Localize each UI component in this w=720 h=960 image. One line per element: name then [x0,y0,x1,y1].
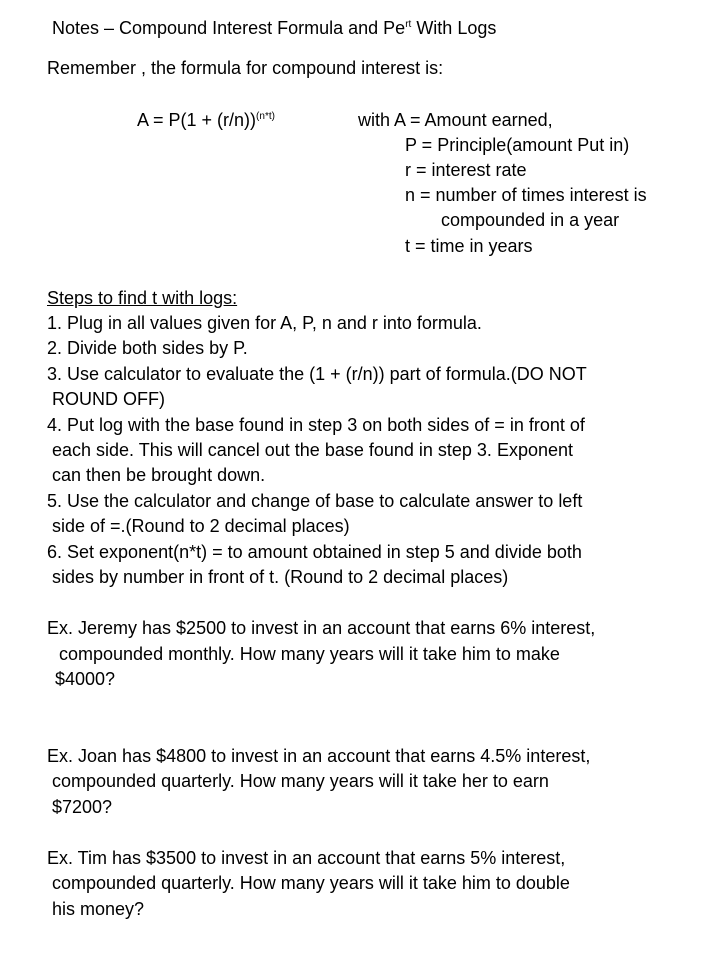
step-line: 4. Put log with the base found in step 3 on both sides of = in front of [47,415,585,435]
example-line: compounded quarterly. How many years will it take him to double [52,873,570,893]
step-line: ROUND OFF) [52,389,165,409]
page-title: Notes – Compound Interest Formula and $Pe^{rt}$ With Logs [52,18,497,38]
step-line: 3. Use calculator to evaluate the (1 + (r/n)) part of formula.(DO NOT [47,364,587,384]
definition-line: t = time in years [405,236,533,256]
example-line: Ex. Jeremy has $2500 to invest in an account that earns 6% interest, [47,618,596,638]
example-line: Ex. Tim has $3500 to invest in an account that earns 5% interest, [47,848,566,868]
example-line: $4000? [55,669,116,689]
example-line: compounded monthly. How many years will it take him to make [59,644,560,664]
formula: $A = P(1 + (r/n))^{(n*t)}$ [137,110,275,130]
step-line: can then be brought down. [52,465,266,485]
definition-line: n = number of times interest is [405,185,647,205]
step-line: sides by number in front of t. (Round to 2 decimal places) [52,567,509,587]
definition-line: with A = Amount earned, [358,110,553,130]
intro-text: Remember , the formula for compound interest is: [47,58,444,78]
example-line: compounded quarterly. How many years will it take her to earn [52,771,549,791]
title-superscript: rt [405,19,412,30]
formula-exponent: (n*t) [256,111,275,122]
definition-line: compounded in a year [441,210,620,230]
step-line: each side. This will cancel out the base found in step 3. Exponent [52,440,573,460]
example-line: Ex. Joan has $4800 to invest in an account that earns 4.5% interest, [47,746,591,766]
step-line: 6. Set exponent(n*t) = to amount obtained in step 5 and divide both [47,542,582,562]
step-line: 5. Use the calculator and change of base to calculate answer to left [47,491,583,511]
example-line: $7200? [52,797,113,817]
steps-heading: Steps to find t with logs: [47,288,238,308]
example-line: his money? [52,899,145,919]
step-line: 2. Divide both sides by P. [47,338,248,358]
step-line: 1. Plug in all values given for A, P, n and r into formula. [47,313,482,333]
step-line: side of =.(Round to 2 decimal places) [52,516,350,536]
definition-line: r = interest rate [405,160,527,180]
definition-line: P = Principle(amount Put in) [405,135,630,155]
